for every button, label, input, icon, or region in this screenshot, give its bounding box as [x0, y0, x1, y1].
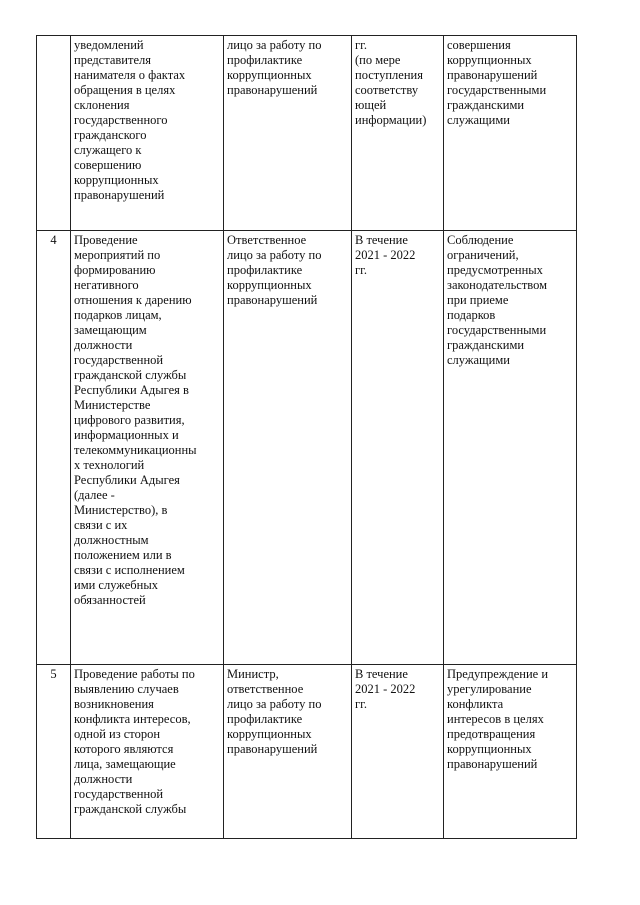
table-row	[37, 36, 577, 231]
term-text: гг. (по мере поступления соответству ющей информации)	[355, 38, 427, 127]
row-number: 5	[50, 667, 57, 681]
result-text: совершения коррупционных правонарушений государственными гражданскими служащими	[447, 38, 547, 127]
activity-cell	[71, 36, 224, 231]
table-row	[37, 665, 577, 839]
row-number-cell	[37, 36, 71, 231]
table-row	[37, 231, 577, 665]
term-cell	[352, 36, 444, 231]
term-cell	[352, 665, 444, 839]
row-number-cell	[37, 665, 71, 839]
row-number-cell	[37, 231, 71, 665]
activity-cell	[71, 665, 224, 839]
activities-table	[36, 35, 577, 839]
responsible-cell	[224, 231, 352, 665]
activity-text: Проведение мероприятий по формированию негативного отношения к дарению подарков лицам, замещающим должности государственной гражданской службы Республики Адыгея в Министерстве цифрового развития, информационных и телекоммуникационны х технологий Республики Адыгея (далее - Министерство), в связи с их должностным положением или в связи с исполнением ими служебных обязанностей	[74, 233, 197, 607]
activity-text: уведомлений представителя нанимателя о фактах обращения в целях склонения государственного гражданского служащего к совершению коррупционных правонарушений	[74, 38, 186, 202]
responsible-cell	[224, 665, 352, 839]
term-text: В течение 2021 - 2022 гг.	[355, 233, 416, 277]
activity-cell	[71, 231, 224, 665]
activity-text: Проведение работы по выявлению случаев возникновения конфликта интересов, одной из сторон которого являются лица, замещающие должности государственной гражданской службы	[74, 667, 195, 816]
responsible-text: Министр, ответственное лицо за работу по профилактике коррупционных правонарушений	[227, 667, 322, 756]
result-cell	[444, 231, 577, 665]
term-text: В течение 2021 - 2022 гг.	[355, 667, 416, 711]
result-text: Соблюдение ограничений, предусмотренных законодательством при приеме подарков государственными гражданскими служащими	[447, 233, 548, 367]
responsible-text: лицо за работу по профилактике коррупционных правонарушений	[227, 38, 322, 97]
result-text: Предупреждение и урегулирование конфликта интересов в целях предотвращения коррупционных правонарушений	[447, 667, 549, 771]
responsible-text: Ответственное лицо за работу по профилактике коррупционных правонарушений	[227, 233, 322, 307]
row-number: 4	[50, 233, 57, 247]
responsible-cell	[224, 36, 352, 231]
term-cell	[352, 231, 444, 665]
result-cell	[444, 36, 577, 231]
result-cell	[444, 665, 577, 839]
